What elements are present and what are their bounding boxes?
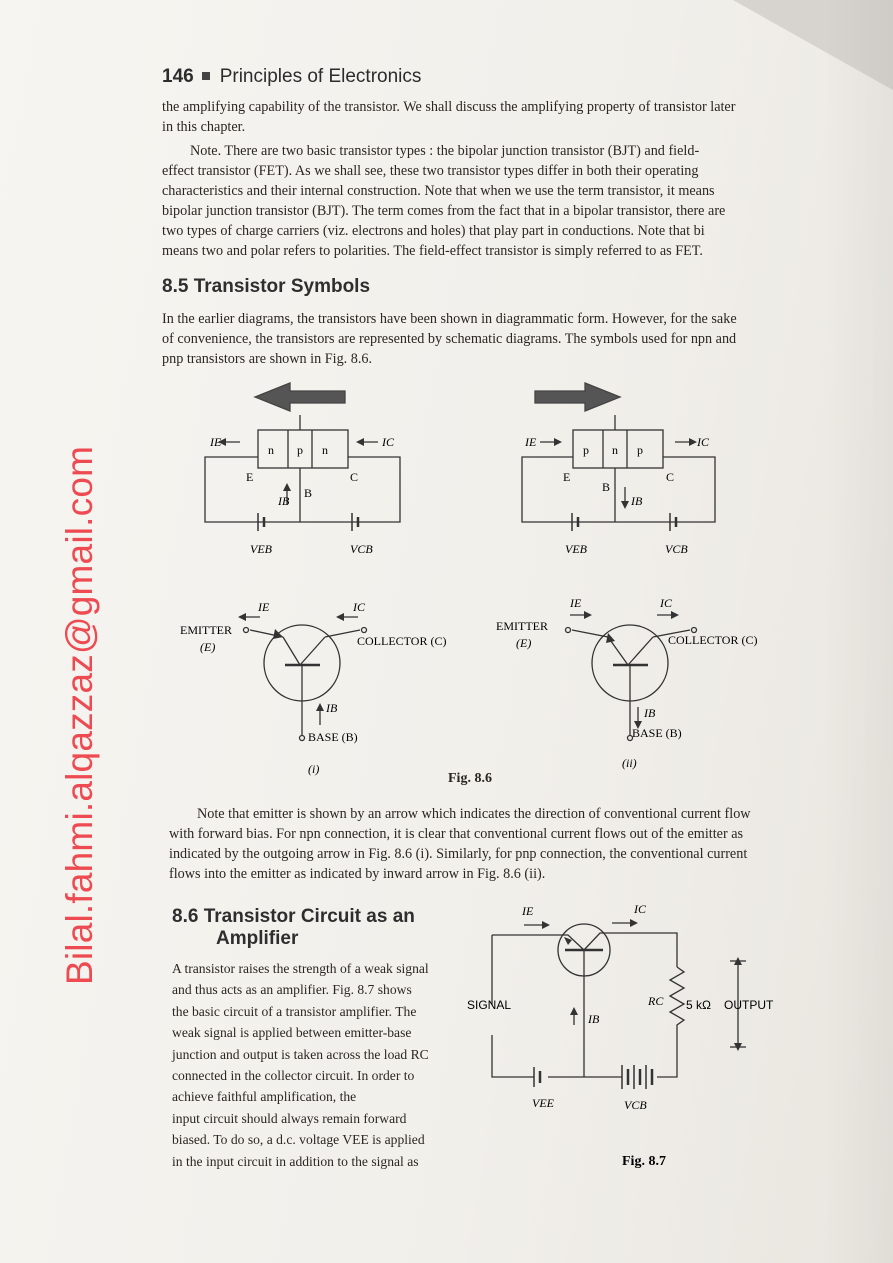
ic-label: IC	[353, 600, 365, 614]
ib-label: IB	[631, 494, 643, 508]
text-line: input circuit should always remain forward	[172, 1110, 407, 1126]
section-85-paragraph	[162, 309, 737, 369]
text-line: effect transistor (FET). As we shall see, these two transistor types differ in both their operating	[162, 163, 699, 179]
sub-figure-tag: (ii)	[622, 756, 637, 770]
text-line: two types of charge carriers (viz. electrons and holes) that play part in conductions. Note that bi	[162, 223, 705, 239]
region-label: p	[637, 443, 643, 457]
collector-label: COLLECTOR (C)	[668, 633, 758, 647]
figure-8-6-drawing	[160, 375, 800, 795]
text-line: junction and output is taken across the load RC	[172, 1046, 429, 1062]
sub-figure-tag: (i)	[308, 762, 320, 776]
heading-line: 8.6 Transistor Circuit as an	[172, 906, 415, 927]
ib-label: IB	[644, 706, 656, 720]
text-line: achieve faithful amplification, the	[172, 1089, 357, 1105]
figure-8-7-drawing	[462, 895, 792, 1185]
region-label: n	[268, 443, 274, 457]
ie-label: IE	[210, 435, 222, 449]
book-title: Principles of Electronics	[219, 66, 422, 87]
text-line: Note that emitter is shown by an arrow which indicates the direction of conventional current flow	[197, 806, 751, 822]
text-line: flows into the emitter as indicated by inward arrow in Fig. 8.6 (ii).	[169, 866, 546, 882]
section-86-paragraph	[172, 958, 458, 1172]
text-line: connected in the collector circuit. In order to	[172, 1068, 415, 1084]
emitter-sub-label: (E)	[516, 636, 532, 650]
section-heading: 8.5 Transistor Symbols	[162, 276, 371, 297]
text-line: of convenience, the transistors are represented by schematic diagrams. The symbols used for npn and	[162, 331, 737, 347]
ib-label: IB	[326, 701, 338, 715]
veb-label: VEB	[565, 542, 587, 556]
text-line: In the earlier diagrams, the transistors have been shown in diagrammatic form. However, for the sake	[162, 311, 737, 327]
email-watermark: Bilal.fahmi.alqazzaz@gmail.com	[59, 445, 100, 985]
intro-paragraph	[162, 97, 735, 137]
output-label: OUTPUT	[724, 998, 774, 1012]
ie-label: IE	[525, 435, 537, 449]
text-line: indicated by the outgoing arrow in Fig. 8.6 (i). Similarly, for pnp connection, the conventional current	[169, 846, 748, 862]
ie-label: IE	[570, 596, 582, 610]
text-line: the amplifying capability of the transistor. We shall discuss the amplifying property of transistor later	[162, 99, 736, 115]
rc-label: RC	[648, 994, 664, 1008]
e-label: E	[246, 470, 254, 484]
base-label: BASE (B)	[632, 726, 682, 740]
region-label: n	[612, 443, 618, 457]
text-line: A transistor raises the strength of a weak signal	[172, 961, 429, 976]
ic-label: IC	[382, 435, 394, 449]
text-line: with forward bias. For npn connection, it is clear that conventional current flows out of the emitter as	[169, 826, 744, 842]
vcb-label: VCB	[624, 1098, 647, 1112]
vee-label: VEE	[532, 1096, 554, 1110]
b-label: B	[602, 480, 611, 494]
right-arrow-icon	[535, 383, 620, 411]
text-line: bipolar junction transistor (BJT). The term comes from the fact that in a bipolar transistor, there are	[162, 203, 726, 219]
ie-label: IE	[522, 904, 534, 918]
note2-paragraph	[169, 804, 751, 884]
e-label: E	[563, 470, 571, 484]
ic-label: IC	[634, 902, 646, 916]
text-line: weak signal is applied between emitter-base	[172, 1025, 412, 1041]
page-header	[162, 66, 421, 88]
page-number: 146	[162, 66, 194, 87]
note-paragraph	[162, 141, 725, 261]
text-line: means two and polar refers to polarities. The field-effect transistor is simply referred to as FET.	[162, 243, 703, 259]
b-label: B	[304, 486, 313, 500]
text-line: pnp transistors are shown in Fig. 8.6.	[162, 351, 373, 367]
text-line: in this chapter.	[162, 119, 246, 135]
signal-label: SIGNAL	[467, 998, 512, 1012]
text-line: characteristics and their internal construction. Note that when we use the term transistor, it means	[162, 183, 715, 199]
figure-8-7	[462, 895, 792, 1190]
rc-value-label: 5 kΩ	[686, 998, 711, 1012]
heading-line: Amplifier	[216, 928, 299, 949]
text-line: the basic circuit of a transistor amplifier. The	[172, 1003, 417, 1019]
emitter-sub-label: (E)	[200, 640, 216, 654]
c-label: C	[666, 470, 675, 484]
ib-label: IB	[278, 494, 290, 508]
text-line: and thus acts as an amplifier. Fig. 8.7 shows	[172, 982, 412, 998]
emitter-label: EMITTER	[496, 619, 548, 633]
text-line: Note. There are two basic transistor types : the bipolar junction transistor (BJT) and field-	[190, 143, 700, 159]
figure-caption: Fig. 8.7	[622, 1154, 666, 1169]
page-edge-shadow	[823, 0, 893, 1263]
figure-8-6	[160, 375, 800, 800]
text-line: in the input circuit in addition to the signal as	[172, 1153, 419, 1169]
collector-label: COLLECTOR (C)	[357, 634, 447, 648]
ic-label: IC	[697, 435, 709, 449]
vcb-label: VCB	[350, 542, 373, 556]
veb-label: VEB	[250, 542, 272, 556]
square-bullet-icon	[202, 72, 210, 80]
emitter-label: EMITTER	[180, 623, 232, 637]
left-arrow-icon	[255, 383, 345, 411]
region-label: p	[297, 443, 303, 457]
base-label: BASE (B)	[308, 730, 358, 744]
vcb-label: VCB	[665, 542, 688, 556]
region-label: p	[583, 443, 589, 457]
figure-caption: Fig. 8.6	[448, 771, 492, 786]
ib-label: IB	[588, 1012, 600, 1026]
ie-label: IE	[258, 600, 270, 614]
text-line: biased. To do so, a d.c. voltage VEE is applied	[172, 1132, 425, 1148]
ic-label: IC	[660, 596, 672, 610]
region-label: n	[322, 443, 328, 457]
c-label: C	[350, 470, 359, 484]
section-heading	[172, 906, 415, 950]
